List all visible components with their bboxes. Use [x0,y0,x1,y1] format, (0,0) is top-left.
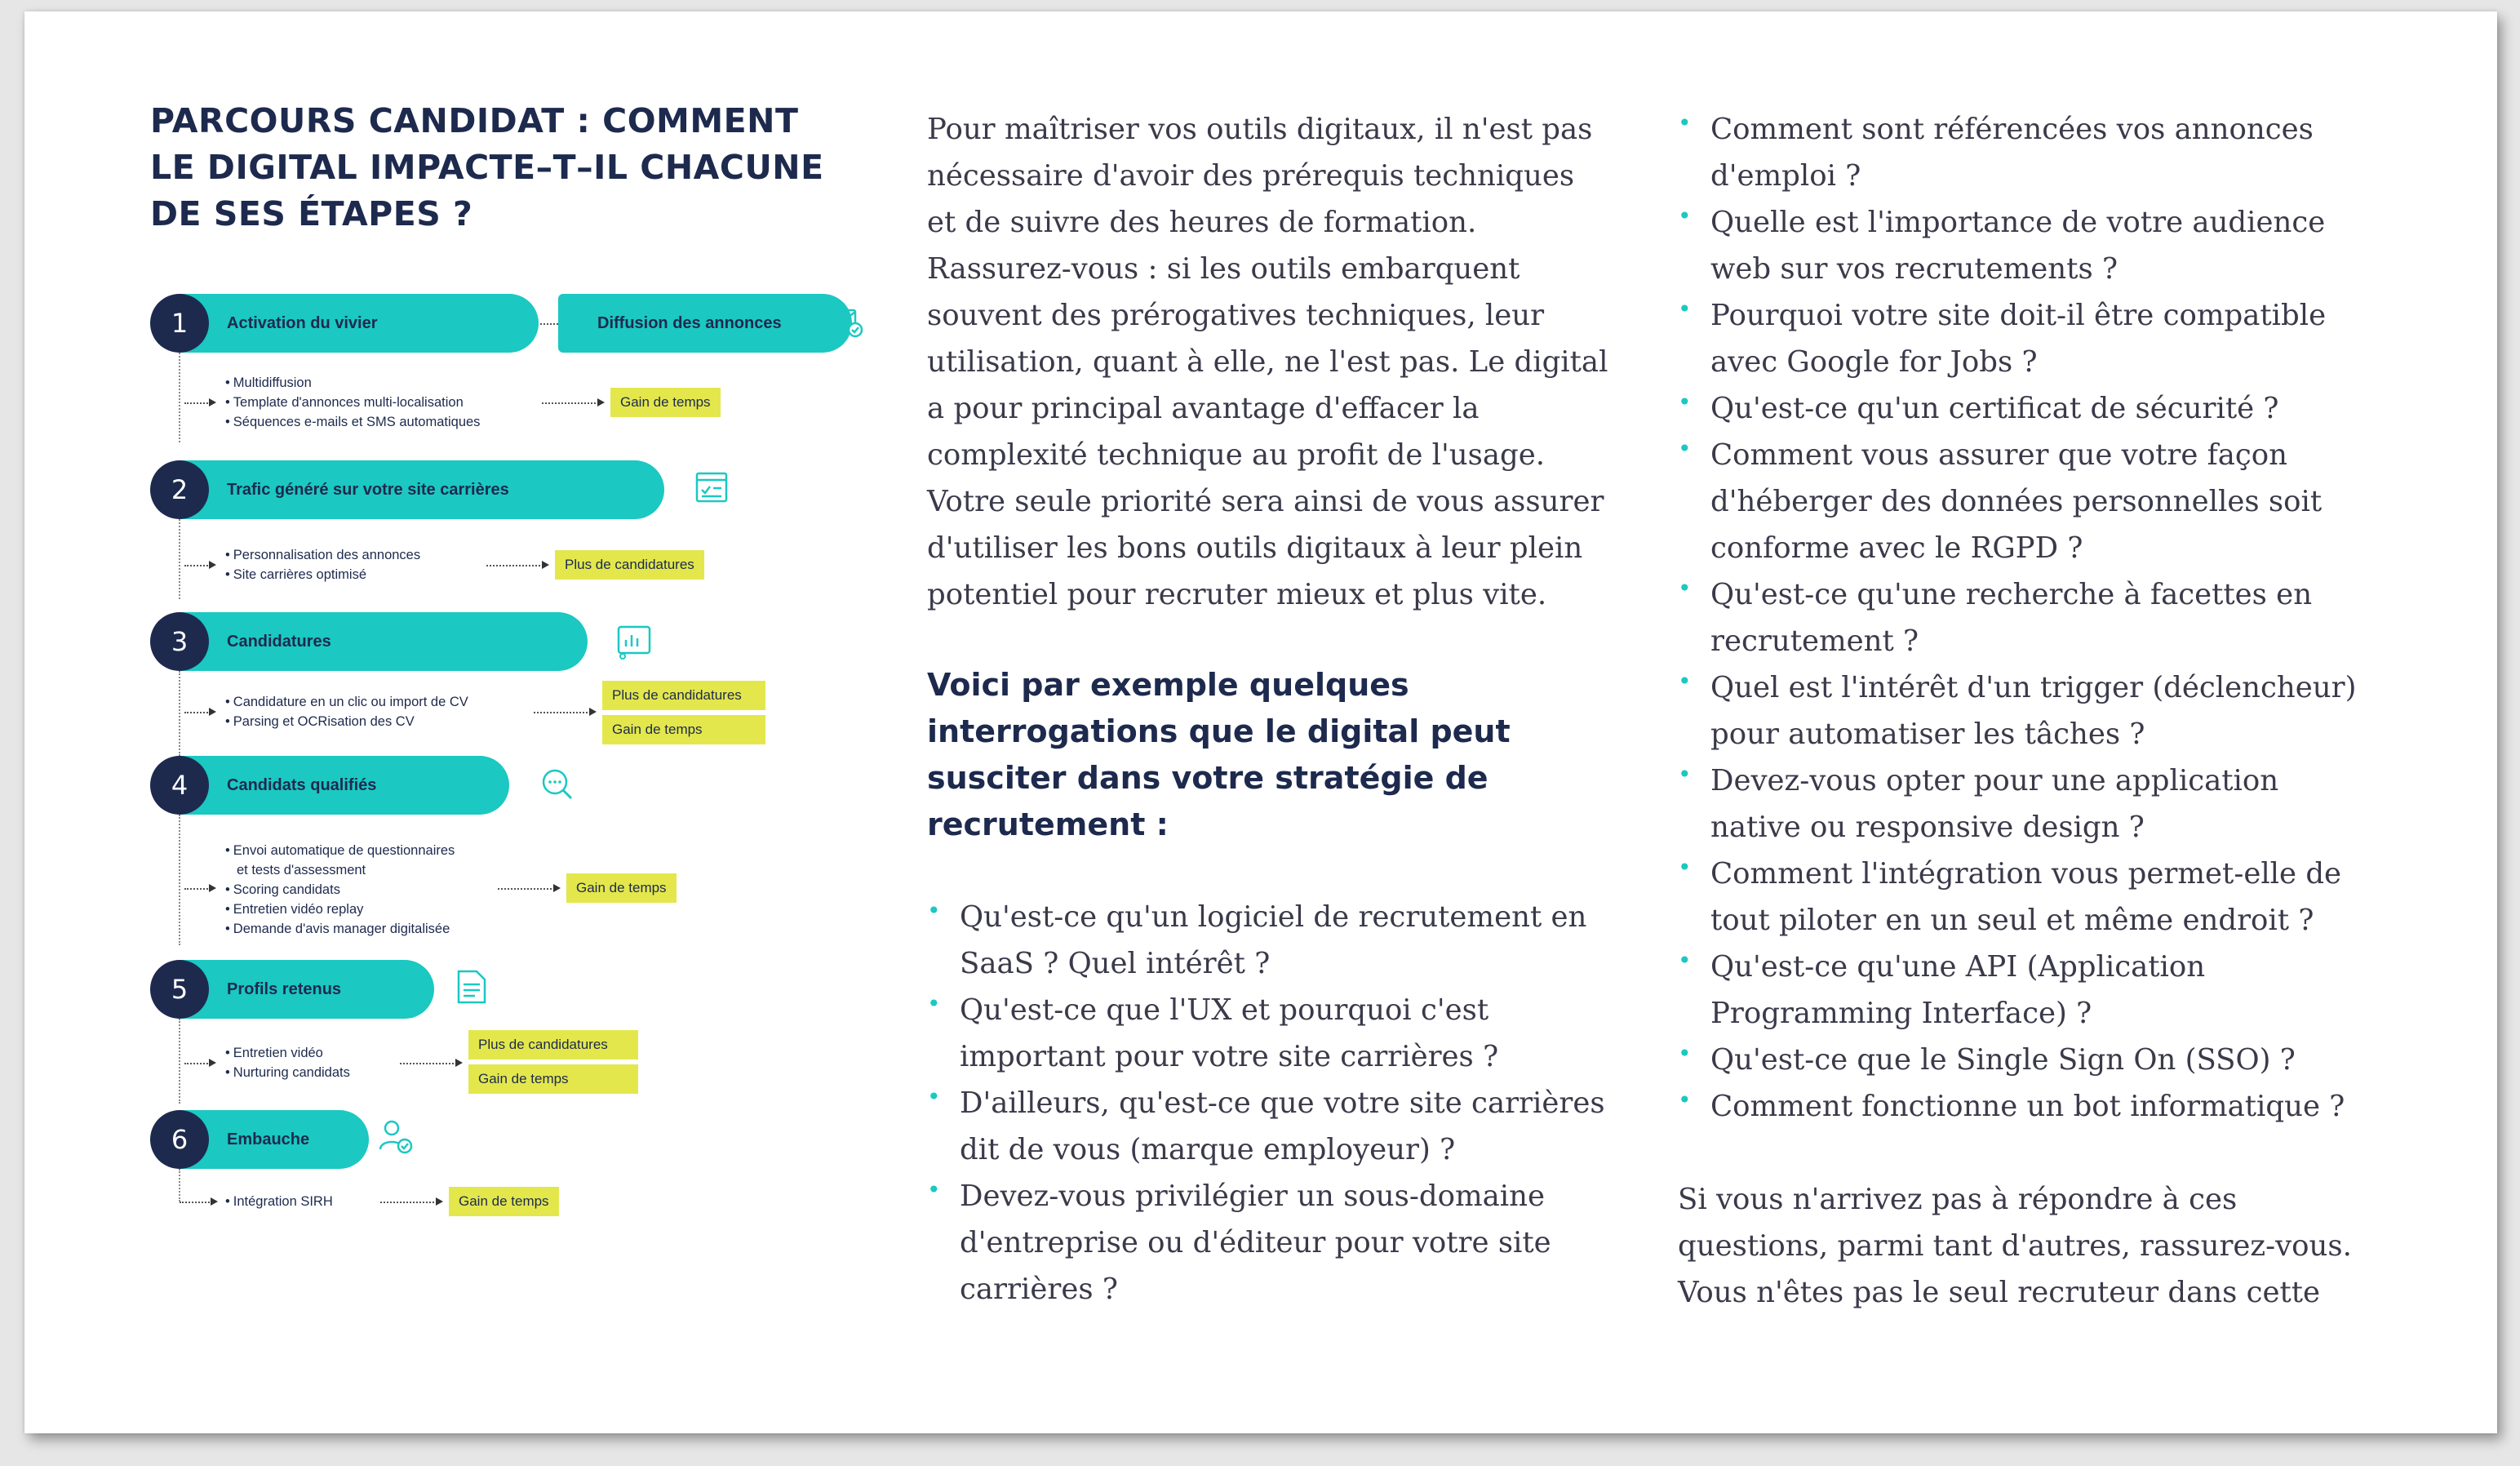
intro-paragraph [927,106,1645,618]
list-item [1678,385,2453,432]
step-label: Activation du vivier [180,294,539,353]
document-page [24,11,2497,1433]
bullet-dot-icon: • [1678,1086,1692,1113]
benefit-tag: Gain de temps [566,873,677,903]
document-icon [450,966,491,1007]
question-line: Qu'est-ce qu'une recherche à facettes en [1710,578,2313,611]
paragraph-line: utilisation, quant à elle, ne l'est pas. Le digital [927,345,1608,379]
bullet-item: • Multidiffusion [225,373,480,393]
list-item [927,894,1645,987]
bullet-item: • Envoi automatique de questionnaires [225,841,455,860]
arrow-line [184,712,211,713]
question-line: SaaS ? Quel intérêt ? [960,947,1271,980]
question-line: web sur vos recrutements ? [1710,252,2118,286]
benefit-tag: Gain de temps [602,715,765,744]
paragraph-line: Si vous n'arrivez pas à répondre à ces [1678,1183,2238,1216]
closing-paragraph [1678,1176,2453,1316]
list-item [1678,1037,2453,1083]
bullet-item: et tests d'assessment [237,863,366,877]
bullet-item: • Personnalisation des annonces [225,545,420,565]
left-column [150,98,868,1322]
question-line: Quelle est l'importance de votre audience [1710,206,2326,239]
bullet-item: • Template d'annonces multi-localisation [225,393,480,412]
title-line: DE SES ÉTAPES ? [150,194,473,233]
right-column [1678,106,2453,1316]
timeline-line [179,1169,180,1202]
list-item [1678,432,2453,571]
question-line: Qu'est-ce qu'une API (Application [1710,950,2206,984]
question-line: Programming Interface) ? [1710,997,2092,1030]
list-item [1678,106,2453,199]
benefit-tag: Plus de candidatures [602,681,765,710]
questions-heading [927,662,1645,848]
question-line: Comment sont référencées vos annonces [1710,113,2314,146]
benefit-tag: Plus de candidatures [555,550,704,580]
bullet-dot-icon: • [927,1176,941,1203]
bullet-item: • Entretien vidéo [225,1043,350,1063]
question-line: Qu'est-ce que le Single Sign On (SSO) ? [1710,1043,2296,1077]
mail-check-icon [824,302,865,343]
paragraph-line: complexité technique au profit de l'usage. [927,438,1546,472]
arrow-icon [455,1059,463,1067]
question-line: avec Google for Jobs ? [1710,345,2038,379]
bullet-dot-icon: • [927,990,941,1017]
arrow-line [184,1063,211,1064]
question-line: pour automatiser les tâches ? [1710,717,2145,751]
list-item [1678,292,2453,385]
step-label: Candidatures [180,612,588,671]
list-item [1678,1083,2453,1130]
bullet-item: • Demande d'avis manager digitalisée [225,919,455,939]
paragraph-line: et de suivre des heures de formation. [927,206,1477,239]
bullet-dot-icon: • [1678,947,1692,974]
candidate-journey-diagram [150,294,868,1241]
bullet-dot-icon: • [1678,1040,1692,1067]
question-line: Comment fonctionne un bot informatique ? [1710,1090,2345,1123]
arrow-line [400,1063,457,1064]
bullet-dot-icon: • [1678,435,1692,462]
step-label: Trafic généré sur votre site carrières [180,460,664,519]
paragraph-line: Pour maîtriser vos outils digitaux, il n'est pas [927,113,1593,146]
question-line: d'entreprise ou d'éditeur pour votre site [960,1226,1551,1259]
question-line: important pour votre site carrières ? [960,1040,1499,1073]
question-line: d'emploi ? [1710,159,1861,193]
list-item [1678,851,2453,944]
step-bullets [225,1043,350,1082]
benefit-tag: Plus de candidatures [468,1030,638,1060]
list-item [1678,571,2453,664]
step-bullets [225,373,480,432]
list-item [927,1173,1645,1313]
arrow-icon [209,884,216,892]
question-list [1678,106,2453,1130]
bullet-dot-icon: • [1678,575,1692,602]
bullet-dot-icon: • [927,897,941,924]
user-check-icon [375,1117,416,1157]
arrow-icon [209,561,216,569]
step-number: 2 [150,460,209,519]
arrow-line [380,1202,437,1203]
paragraph-line: nécessaire d'avoir des prérequis techniques [927,159,1575,193]
bullet-dot-icon: • [1678,389,1692,415]
stats-icon [614,620,654,661]
bullet-dot-icon: • [1678,854,1692,881]
arrow-line [180,1202,212,1203]
bullet-item: • Parsing et OCRisation des CV [225,712,468,731]
question-line: Qu'est-ce qu'un certificat de sécurité ? [1710,392,2279,425]
arrow-icon [436,1197,443,1206]
connector [540,323,558,325]
question-line: Devez-vous privilégier un sous-domaine [960,1179,1546,1213]
list-item [1678,757,2453,851]
bullet-dot-icon: • [1678,295,1692,322]
step-bullets [225,692,468,731]
bullet-dot-icon: • [927,1083,941,1110]
benefit-tag: Gain de temps [610,388,721,417]
arrow-line [184,888,211,890]
web-page-icon [692,469,733,509]
middle-column [927,106,1645,1313]
question-line: conforme avec le RGPD ? [1710,531,2083,565]
bullet-dot-icon: • [1678,761,1692,788]
question-list [927,894,1645,1313]
paragraph-line: Votre seule priorité sera ainsi de vous assurer [927,485,1604,518]
heading-line: Voici par exemple quelques [927,667,1409,703]
bullet-item: • Nurturing candidats [225,1063,350,1082]
question-line: dit de vous (marque employeur) ? [960,1133,1456,1166]
timeline-line [179,815,180,945]
question-line: Comment l'intégration vous permet-elle de [1710,857,2342,891]
arrow-icon [209,1059,216,1067]
arrow-line [486,565,543,566]
arrow-icon [553,884,561,892]
arrow-icon [209,398,216,406]
step-label: Candidats qualifiés [180,756,509,815]
question-line: Devez-vous opter pour une application [1710,764,2279,797]
timeline-line [179,353,180,442]
timeline-line [179,519,180,599]
arrow-icon [542,561,549,569]
paragraph-line: souvent des prérogatives techniques, leur [927,299,1545,332]
arrow-line [542,402,599,404]
step-number: 4 [150,756,209,815]
question-line: Qu'est-ce que l'UX et pourquoi c'est [960,993,1489,1027]
list-item [1678,944,2453,1037]
bullet-dot-icon: • [1678,109,1692,136]
question-line: D'ailleurs, qu'est-ce que votre site carrières [960,1086,1605,1120]
heading-line: susciter dans votre stratégie de [927,760,1488,796]
search-icon [537,764,578,805]
question-line: Comment vous assurer que votre façon [1710,438,2288,472]
heading-line: recrutement : [927,806,1169,842]
benefit-tag: Gain de temps [449,1187,559,1216]
bullet-dot-icon: • [1678,202,1692,229]
step-bullets [225,1192,333,1211]
question-line: Pourquoi votre site doit-il être compatible [1710,299,2327,332]
heading-line: interrogations que le digital peut [927,713,1511,749]
paragraph-line: Rassurez-vous : si les outils embarquent [927,252,1520,286]
list-item [927,987,1645,1080]
list-item [1678,199,2453,292]
section-title [150,98,868,238]
step-number: 1 [150,294,209,353]
timeline-line [179,1019,180,1104]
arrow-icon [589,708,597,716]
bullet-item: • Scoring candidats [225,880,455,900]
question-line: carrières ? [960,1273,1118,1306]
arrow-line [534,712,591,713]
arrow-icon [211,1197,218,1206]
question-line: Qu'est-ce qu'un logiciel de recrutement en [960,900,1587,934]
arrow-icon [209,708,216,716]
list-item [1678,664,2453,757]
step-number: 3 [150,612,209,671]
bullet-dot-icon: • [1678,668,1692,695]
paragraph-line: Vous n'êtes pas le seul recruteur dans cette [1678,1276,2321,1309]
question-line: native ou responsive design ? [1710,811,2145,844]
step-number: 6 [150,1110,209,1169]
benefit-tag: Gain de temps [468,1064,638,1094]
bullet-item: • Intégration SIRH [225,1192,333,1211]
bullet-item: • Candidature en un clic ou import de CV [225,692,468,712]
step-label-secondary: Diffusion des annonces [558,294,852,353]
arrow-line [498,888,555,890]
paragraph-line: questions, parmi tant d'autres, rassurez-vous. [1678,1229,2352,1263]
step-label: Embauche [180,1110,369,1169]
title-line: PARCOURS CANDIDAT : COMMENT [150,101,799,140]
paragraph-line: d'utiliser les bons outils digitaux à leur plein [927,531,1583,565]
arrow-icon [597,398,605,406]
step-number: 5 [150,960,209,1019]
list-item [927,1080,1645,1173]
question-line: tout piloter en un seul et même endroit ? [1710,904,2314,937]
paragraph-line: potentiel pour recruter mieux et plus vite. [927,578,1547,611]
bullet-item: • Site carrières optimisé [225,565,420,584]
step-label: Profils retenus [180,960,434,1019]
question-line: d'héberger des données personnelles soit [1710,485,2323,518]
bullet-item: • Séquences e-mails et SMS automatiques [225,412,480,432]
question-line: Quel est l'intérêt d'un trigger (déclencheur) [1710,671,2357,704]
step-bullets [225,545,420,584]
arrow-line [184,565,211,566]
step-bullets [225,841,455,939]
bullet-item: • Entretien vidéo replay [225,900,455,919]
paragraph-line: a pour principal avantage d'effacer la [927,392,1480,425]
arrow-line [184,402,211,404]
timeline-line [179,671,180,756]
question-line: recrutement ? [1710,624,1919,658]
title-line: LE DIGITAL IMPACTE–T–IL CHACUNE [150,148,824,187]
